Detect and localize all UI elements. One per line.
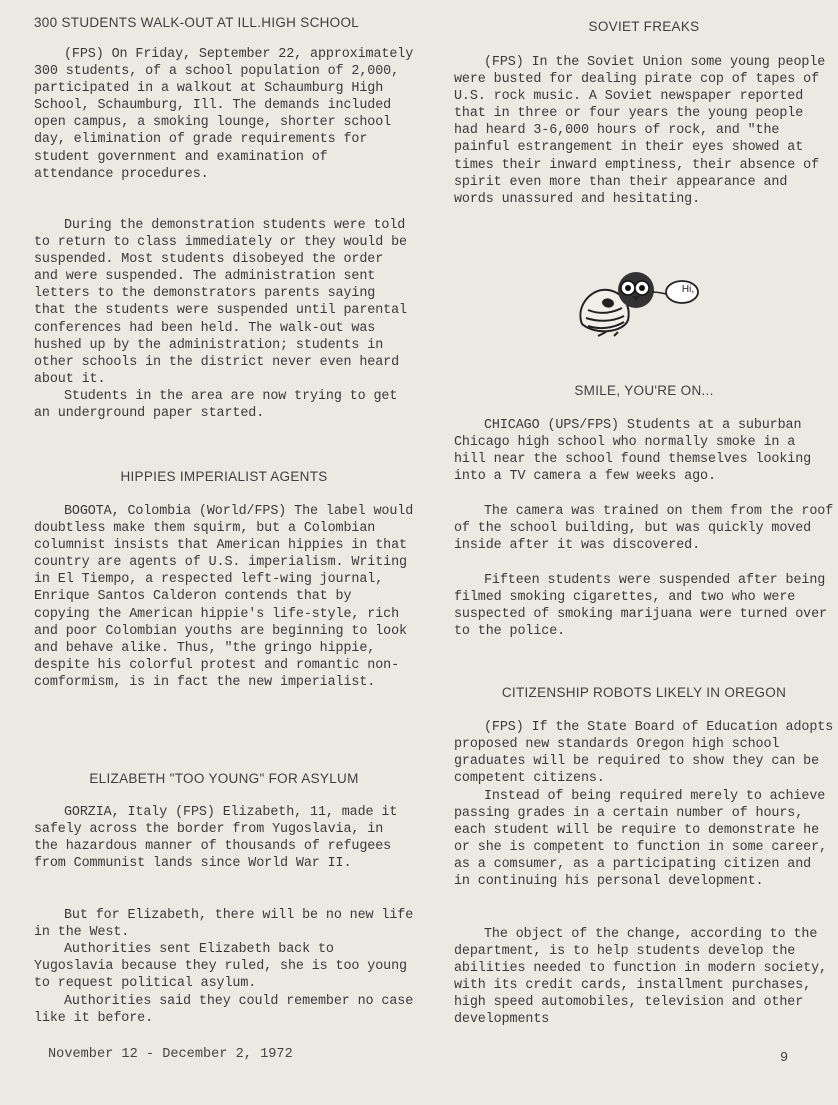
article-walkout (34, 14, 414, 422)
headline-elizabeth: ELIZABETH "TOO YOUNG" FOR ASYLUM (89, 771, 359, 786)
headline-soviet: SOVIET FREAKS (588, 19, 700, 34)
owl-illustration (574, 262, 714, 342)
paragraph: (FPS) If the State Board of Education adopts proposed new standards Oregon high school graduates will be required to show they can be competent citizens. (454, 720, 834, 787)
paragraph: (FPS) On Friday, September 22, approximately 300 students, of a school population of 2,000, participated in a walkout at Schaumburg High School, Schaumburg, Ill. The demands included open campus, a smoking lounge, shorter school day, elimination of grade requirements for student government and examination of attendance procedures. (34, 47, 414, 182)
paragraph: Authorities said they could remember no case like it before. (34, 994, 414, 1027)
article-smile (454, 382, 834, 640)
paragraph: CHICAGO (UPS/FPS) Students at a suburban Chicago high school who normally smoke in a hill near the school found themselves looking into a TV camera a few weeks ago. (454, 418, 812, 485)
paragraph: (FPS) In the Soviet Union some young people were busted for dealing pirate cop of tapes of U.S. rock music. A Soviet newspaper reported that in three or four years the young people had heard 3-6,000 hours of rock, and "the painful estrangement in their eyes showed at times their inward emptiness, their absence of spirit even more than their appearance and words unassured and hesitating. (454, 55, 826, 207)
paragraph: Fifteen students were suspended after being filmed smoking cigarettes, and two who were suspected of smoking marijuana were turned over to the police. (454, 573, 827, 640)
article-soviet (454, 18, 834, 208)
headline-smile: SMILE, YOU'RE ON... (574, 383, 714, 398)
paragraph: BOGOTA, Colombia (World/FPS) The label would doubtless make them squirm, but a Colombian columnist insists that American hippies in that country are agents of U.S. imperialism. Writing in El Tiempo, a respected left-wing journal, Enrique Santos Calderon contends that by copying the American hippie's life-style, rich and poor Colombian youths are beginning to look and behave alike. Thus, "the gringo hippie, despite his colorful protest and romantic non-comformism, is in fact the new imperialist. (34, 504, 414, 690)
headline-walkout: 300 STUDENTS WALK-OUT AT ILL.HIGH SCHOOL (34, 15, 360, 30)
paragraph: During the demonstration students were told to return to class immediately or they would be suspended. Most students disobeyed the order and were suspended. The administration sent letters to the demonstrators parents saying that the students were suspended until parental conferences had been held. The walk-out was hushed up by the administration; students in other schools in the district never even heard about it. (34, 218, 407, 387)
paragraph: Students in the area are now trying to get an underground paper started. (34, 389, 398, 422)
issue-date: November 12 - December 2, 1972 (48, 1047, 293, 1062)
headline-oregon: CITIZENSHIP ROBOTS LIKELY IN OREGON (501, 685, 787, 700)
article-hippies (34, 468, 414, 691)
page-number: 9 (780, 1051, 789, 1066)
owl-speech-text: Hi, (681, 284, 695, 295)
paragraph: But for Elizabeth, there will be no new life in the West. (34, 908, 414, 941)
headline-hippies: HIPPIES IMPERIALIST AGENTS (120, 469, 328, 484)
article-oregon (454, 684, 834, 1029)
paragraph: Instead of being required merely to achieve passing grades in a certain number of hours, each student will be require to demonstrate he or she is competent to function in some career, as a comsumer, as a participating citizen and in continuing his personal development. (454, 789, 827, 890)
paragraph: GORZIA, Italy (FPS) Elizabeth, 11, made it safely across the border from Yugoslavia, in the hazardous manner of thousands of refugees from Communist lands since World War II. (34, 805, 398, 872)
article-elizabeth (34, 770, 414, 1027)
paragraph: The object of the change, according to the department, is to help students develop the abilities needed to function in modern society, with its credit cards, installment purchases, high speed automobiles, television and other developments (454, 927, 827, 1028)
paragraph: Authorities sent Elizabeth back to Yugoslavia because they ruled, she is too young to request political asylum. (34, 942, 407, 992)
paragraph: The camera was trained on them from the roof of the school building, but was quickly moved inside after it was discovered. (454, 504, 834, 554)
